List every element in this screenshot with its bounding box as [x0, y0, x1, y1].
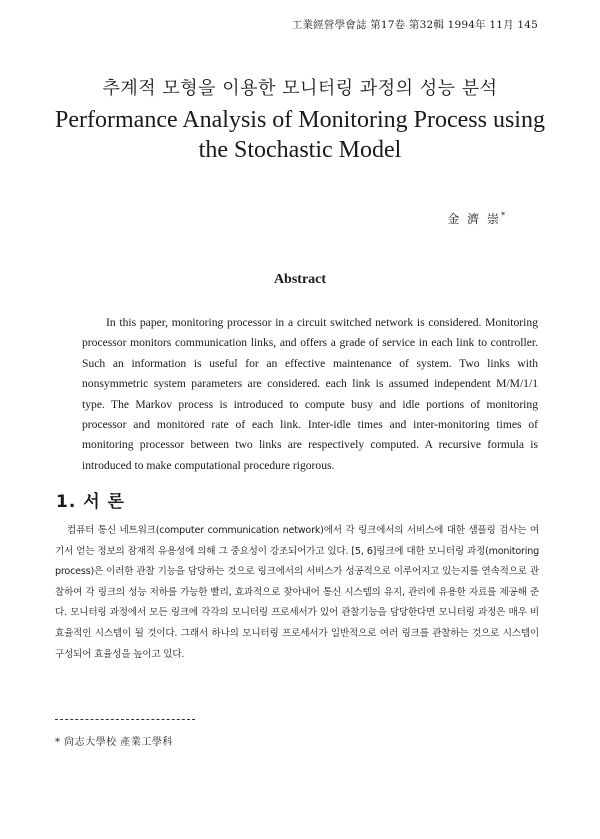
author-name: 金 濟 崇 [447, 212, 501, 226]
section-heading-introduction: 1. 서 론 [56, 492, 125, 512]
title-korean: 추계적 모형을 이용한 모니터링 과정의 성능 분석 [102, 78, 498, 99]
abstract-text: In this paper, monitoring processor in a circuit switched network is considered. Monitoring processor monitors communication links, and offers a grade of service in each link to controller. Such an information is useful for an effective maintenance of system. Two links with nonsymmetric system parameters are considered. each link is assumed independent M/M/1/1 type. The Markov process is introduced to compute busy and idle portions of monitoring processor and monitored rate of each link. Inter-idle times and inter-monitoring times of monitoring processor between two links are respectively computed. A recursive formula is introduced to make computational procedure rigorous. [82, 316, 538, 472]
title-english: Performance Analysis of Monitoring Process using the Stochastic Model [55, 107, 545, 163]
introduction-paragraph: 컴퓨터 통신 네트워크(computer communication network)에서 각 링크에서의 서비스에 대한 샘플링 검사는 여기서 얻는 정보의 잠재적 유용성에 의해 그 중요성이 강조되어가고 있다. [5, 6]링크에 대한 모니터링 과정(monitoring process)은 이러한 관찰 기능을 담당하는 것으로 링크에서의 서비스가 성공적으로 이루어지고 있는지를 연속적으로 관찰하여 각 링크의 성능 저하를 가능한 빨리, 효과적으로 찾아내어 통신 시스템의 유지, 관리에 유용한 자료를 제공해 준다. 모니터링 과정에서 모든 링크에 각각의 모니터링 프로세서가 있어 관찰기능을 담당한다면 모니터링 과정은 매우 비효율적인 시스템이 될 것이다. 그래서 하나의 모니터링 프로세서가 일반적으로 여러 링크를 관찰하는 것으로 시스템이 구성되어 효율성을 높이고 있다. [55, 525, 539, 660]
journal-header: 工業經營學會誌 第17卷 第32輯 1994年 11月 145 [291, 19, 538, 31]
footnote-divider [55, 719, 195, 720]
author-footnote-mark: * [501, 211, 505, 220]
footnote-affiliation: * 尙志大學校 產業工學科 [55, 737, 173, 748]
abstract-heading: Abstract [273, 272, 327, 287]
author [447, 210, 505, 227]
